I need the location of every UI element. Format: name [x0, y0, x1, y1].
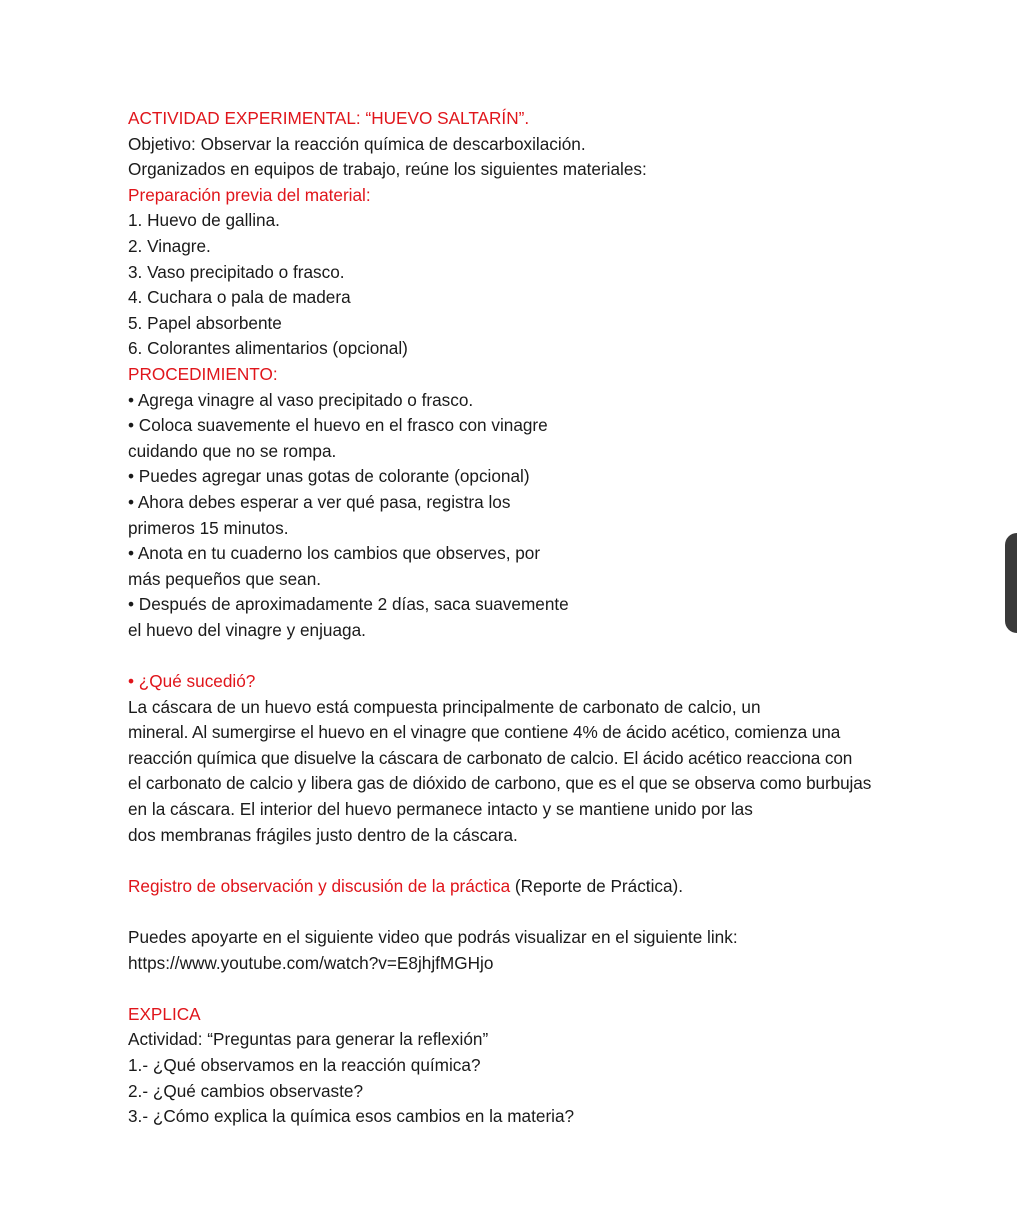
spacer [128, 976, 958, 1002]
explanation-line: mineral. Al sumergirse el huevo en el vinagre que contiene 4% de ácido acético, comienza una [128, 722, 841, 743]
explanation-line: reacción química que disuelve la cáscara de carbonato de calcio. El ácido acético reacciona con [128, 747, 853, 768]
video-text: Puedes apoyarte en el siguiente video que podrás visualizar en el siguiente link: [128, 927, 738, 947]
explanation-line: La cáscara de un huevo está compuesta principalmente de carbonato de calcio, un [128, 696, 761, 717]
question-heading: • ¿Qué sucedió? [128, 671, 256, 692]
intro-text: Organizados en equipos de trabajo, reúne los siguientes materiales: [128, 159, 647, 180]
explanation-line: dos membranas frágiles justo dentro de la cáscara. [128, 824, 518, 845]
video-link[interactable]: https://www.youtube.com/watch?v=E8jhjfMGHjo [128, 952, 494, 973]
report-suffix: (Reporte de Práctica). [510, 875, 684, 896]
materials-heading: Preparación previa del material: [128, 184, 371, 205]
report-line [128, 874, 958, 900]
question-item: 2.- ¿Qué cambios observaste? [128, 1080, 364, 1101]
procedure-line: • Coloca suavemente el huevo en el frasco con vinagre [128, 415, 548, 436]
procedure-line: • Puedes agregar unas gotas de colorante (opcional) [128, 466, 530, 487]
procedure-heading: PROCEDIMIENTO: [128, 363, 278, 384]
material-item: 4. Cuchara o pala de madera [128, 287, 351, 308]
question-item: 3.- ¿Cómo explica la química esos cambios en la materia? [128, 1106, 575, 1127]
report-heading: Registro de observación y discusión de la práctica [128, 875, 511, 896]
activity-title: ACTIVIDAD EXPERIMENTAL: “HUEVO SALTARÍN”. [128, 108, 530, 128]
procedure-line: • Anota en tu cuaderno los cambios que observes, por [128, 543, 541, 564]
question-item: 1.- ¿Qué observamos en la reacción química? [128, 1054, 481, 1075]
material-item: 6. Colorantes alimentarios (opcional) [128, 338, 408, 359]
explanation-line: el carbonato de calcio y libera gas de dióxido de carbono, que es el que se observa como burbujas [128, 773, 872, 794]
scroll-handle[interactable] [1005, 533, 1017, 633]
spacer [128, 643, 958, 669]
explica-heading: EXPLICA [128, 1003, 201, 1024]
explanation-line: en la cáscara. El interior del huevo permanece intacto y se mantiene unido por las [128, 799, 753, 820]
procedure-line: • Ahora debes esperar a ver qué pasa, registra los [128, 491, 511, 512]
spacer [128, 899, 958, 925]
procedure-line: • Después de aproximadamente 2 días, saca suavemente [128, 594, 569, 615]
procedure-line: el huevo del vinagre y enjuaga. [128, 619, 366, 640]
material-item: 5. Papel absorbente [128, 312, 282, 333]
reflection-activity-title: Actividad: “Preguntas para generar la reflexión” [128, 1029, 489, 1050]
material-item: 3. Vaso precipitado o frasco. [128, 261, 345, 282]
procedure-line: • Agrega vinagre al vaso precipitado o frasco. [128, 389, 474, 410]
spacer [128, 848, 958, 874]
procedure-line: primeros 15 minutos. [128, 517, 289, 538]
procedure-line: cuidando que no se rompa. [128, 440, 337, 461]
material-item: 1. Huevo de gallina. [128, 210, 280, 231]
document-page [128, 106, 958, 1130]
procedure-line: más pequeños que sean. [128, 568, 322, 589]
objective-text: Objetivo: Observar la reacción química de descarboxilación. [128, 133, 586, 154]
material-item: 2. Vinagre. [128, 235, 211, 256]
